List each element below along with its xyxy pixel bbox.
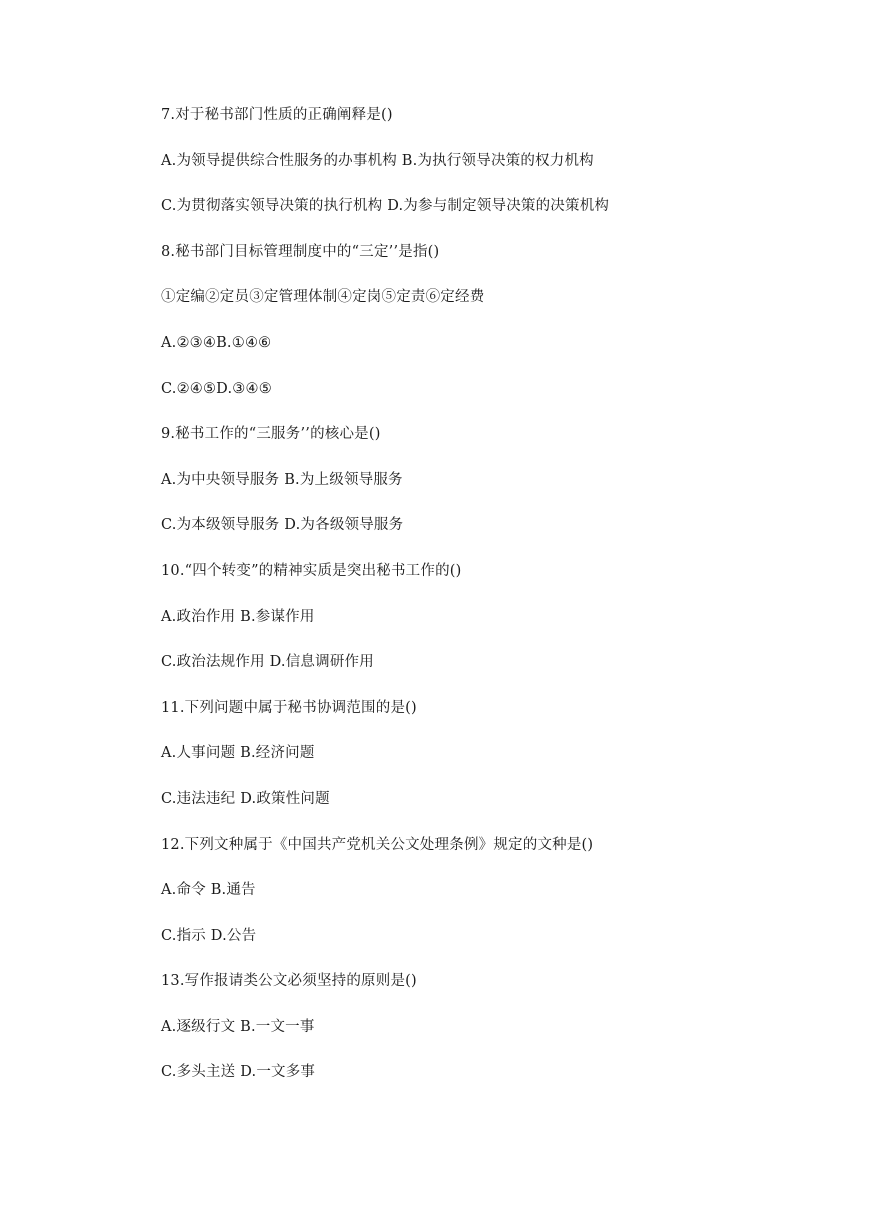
question-11-options-ab: A.人事问题 B.经济问题 (161, 745, 315, 762)
question-list (161, 104, 801, 1107)
question-11-stem: 11.下列问题中属于秘书协调范围的是() (161, 699, 417, 716)
question-12-options-ab: A.命令 B.通告 (161, 882, 256, 899)
question-10-options-cd: C.政治法规作用 D.信息调研作用 (161, 654, 374, 671)
question-13-options-ab: A.逐级行文 B.一文一事 (161, 1018, 315, 1035)
question-7-options-ab: A.为领导提供综合性服务的办事机构 B.为执行领导决策的权力机构 (161, 152, 594, 169)
question-8-options-ab: A.②③④B.①④⑥ (161, 334, 272, 351)
question-8-items: ①定编②定员③定管理体制④定岗⑤定责⑥定经费 (161, 289, 485, 306)
question-9-stem: 9.秘书工作的“三服务’’的核心是() (161, 426, 381, 443)
question-10-stem: 10.“四个转变”的精神实质是突出秘书工作的() (161, 562, 462, 579)
question-13-options-cd: C.多头主送 D.一文多事 (161, 1064, 316, 1081)
question-12-stem: 12.下列文种属于《中国共产党机关公文处理条例》规定的文种是() (161, 836, 594, 853)
question-9-options-cd: C.为本级领导服务 D.为各级领导服务 (161, 517, 404, 534)
question-8-options-cd: C.②④⑤D.③④⑤ (161, 380, 272, 397)
question-8-stem: 8.秘书部门目标管理制度中的“三定’’是指() (161, 243, 440, 260)
question-13-stem: 13.写作报请类公文必须坚持的原则是() (161, 973, 417, 990)
question-10-options-ab: A.政治作用 B.参谋作用 (161, 608, 315, 625)
question-11-options-cd: C.违法违纪 D.政策性问题 (161, 790, 330, 807)
question-7-stem: 7.对于秘书部门性质的正确阐释是() (161, 107, 393, 123)
question-12-options-cd: C.指示 D.公告 (161, 927, 257, 944)
question-7-options-cd: C.为贯彻落实领导决策的执行机构 D.为参与制定领导决策的决策机构 (161, 198, 610, 215)
question-9-options-ab: A.为中央领导服务 B.为上级领导服务 (161, 471, 403, 488)
